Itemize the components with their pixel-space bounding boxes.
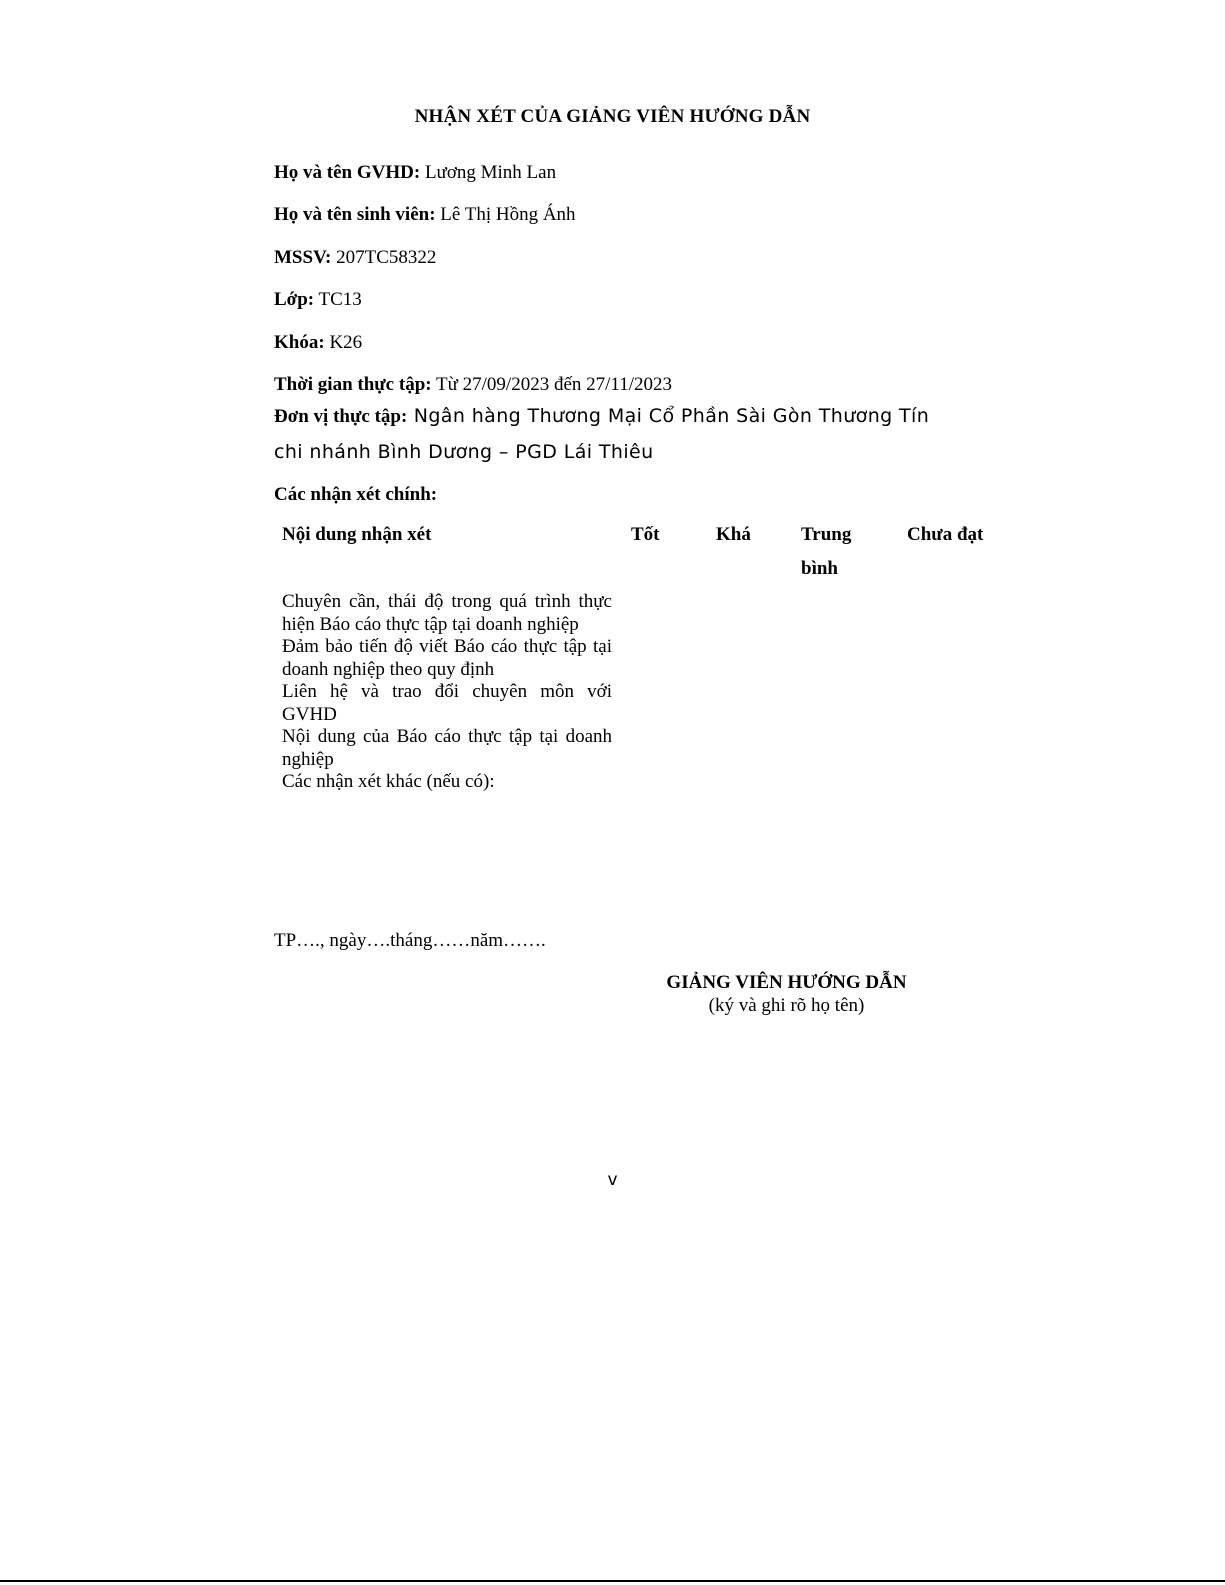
period-value: Từ 27/09/2023 đến 27/11/2023 <box>431 374 672 395</box>
criteria-row-1: Chuyên cần, thái độ trong quá trình thực hiện Báo cáo thực tập tại doanh nghiệp <box>282 591 612 635</box>
criteria-row-4: Nội dung của Báo cáo thực tập tại doanh nghiệp <box>282 726 612 770</box>
header-good: Tốt <box>631 524 660 545</box>
advisor-field <box>274 162 556 184</box>
document-title: NHẬN XÉT CỦA GIẢNG VIÊN HƯỚNG DẪN <box>414 106 811 127</box>
advisor-value: Lương Minh Lan <box>420 162 557 183</box>
advisor-label: Họ và tên GVHD: <box>274 162 421 183</box>
cohort-value: K26 <box>324 332 363 353</box>
signature-note: (ký và ghi rõ họ tên) <box>708 995 865 1016</box>
student-id-field <box>274 247 436 269</box>
student-id-label: MSSV: <box>274 247 332 268</box>
class-field <box>274 289 362 311</box>
cohort-field <box>274 332 362 354</box>
header-average-line1: Trung <box>801 524 852 545</box>
student-field <box>274 204 576 226</box>
date-line: TP…., ngày….tháng……năm……. <box>274 930 546 951</box>
criteria-row-5: Các nhận xét khác (nếu có): <box>282 771 495 792</box>
class-value: TC13 <box>314 289 362 310</box>
header-fair: Khá <box>716 524 751 545</box>
header-average-line2: bình <box>801 558 838 579</box>
unit-value-line2: chi nhánh Bình Dương – PGD Lái Thiêu <box>274 441 654 463</box>
student-value: Lê Thị Hồng Ánh <box>435 204 576 225</box>
criteria-row-2: Đảm bảo tiến độ viết Báo cáo thực tập tại doanh nghiệp theo quy định <box>282 636 612 680</box>
student-id-value: 207TC58322 <box>331 247 437 268</box>
signature-title: GIẢNG VIÊN HƯỚNG DẪN <box>666 972 907 993</box>
page-bottom-border <box>0 1580 1225 1582</box>
class-label: Lớp: <box>274 289 315 310</box>
period-field <box>274 374 672 396</box>
unit-value-line1: Ngân hàng Thương Mại Cổ Phần Sài Gòn Thương Tín <box>407 405 930 427</box>
student-label: Họ và tên sinh viên: <box>274 204 436 225</box>
period-label: Thời gian thực tập: <box>274 374 432 395</box>
criteria-row-3: Liên hệ và trao đổi chuyên môn với GVHD <box>282 681 612 725</box>
signature-block <box>620 972 953 1017</box>
page-number: v <box>607 1170 618 1190</box>
header-content: Nội dung nhận xét <box>282 524 432 545</box>
unit-label: Đơn vị thực tập: <box>274 406 408 427</box>
cohort-label: Khóa: <box>274 332 325 353</box>
main-comments-label: Các nhận xét chính: <box>274 484 438 505</box>
header-not-passed: Chưa đạt <box>907 524 984 545</box>
unit-field <box>274 405 929 428</box>
